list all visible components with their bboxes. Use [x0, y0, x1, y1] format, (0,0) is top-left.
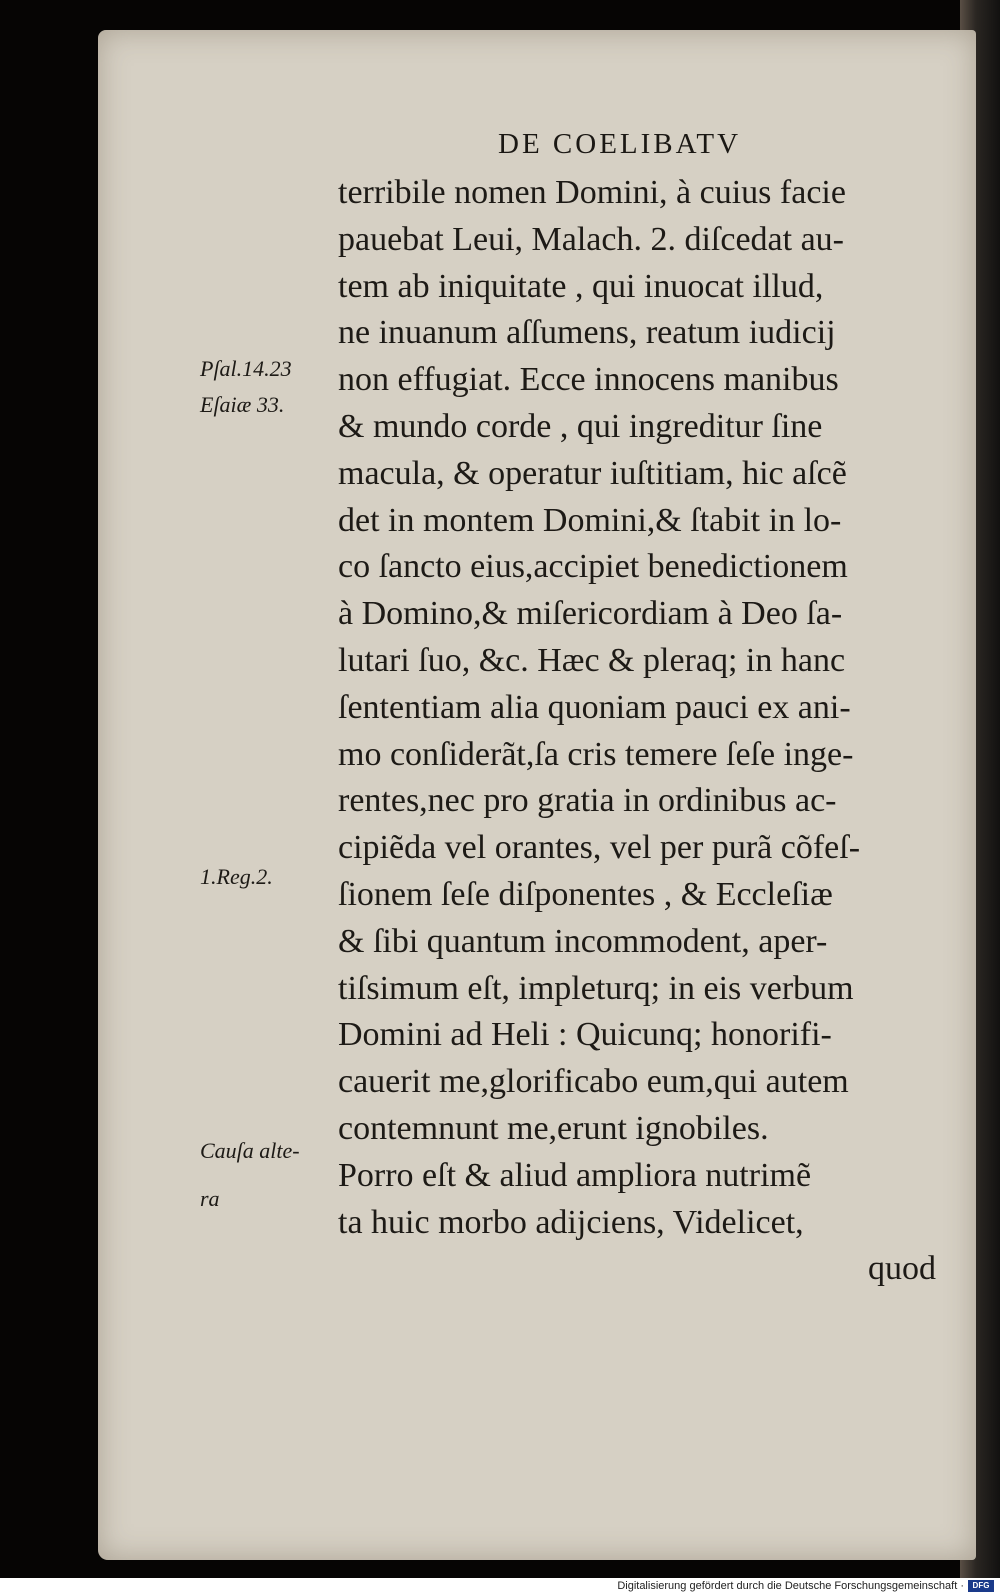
text-line: det in montem Domini,& ſtabit in lo-	[338, 501, 842, 539]
text-line: pauebat Leui, Malach. 2. diſcedat au-	[338, 220, 844, 258]
dfg-logo: DFG	[968, 1580, 994, 1592]
funding-notice: Digitalisierung gefördert durch die Deutsche Forschungsgemeinschaft ·	[617, 1580, 964, 1592]
text-line: cipiẽda vel orantes, vel per purã cõfeſ-	[338, 829, 861, 867]
text-line: & ſibi quantum incommodent, aper-	[338, 922, 828, 960]
text-line: mo conſiderãt,ſa cris temere ſeſe inge-	[338, 735, 854, 773]
margin-note: Eſaiæ 33.	[200, 392, 285, 417]
text-line: à Domino,& miſericordiam à Deo ſa-	[338, 595, 843, 633]
text-line: ne inuanum aſſumens, reatum iudicij	[338, 314, 836, 352]
text-line: macula, & operatur iuſtitiam, hic aſcẽ	[338, 454, 847, 492]
text-line: Domini ad Heli : Quicunq; honorifi-	[338, 1016, 832, 1054]
margin-note: Pſal.14.23	[200, 356, 292, 381]
footer-bar	[0, 1578, 1000, 1594]
text-line: contemnunt me,erunt ignobiles.	[338, 1109, 769, 1147]
text-line: ſententiam alia quoniam pauci ex ani-	[338, 688, 851, 726]
text-line: lutari ſuo, &c. Hæc & pleraq; in hanc	[338, 641, 846, 679]
running-head: DE COELIBATV	[498, 128, 742, 160]
catchword: quod	[868, 1250, 936, 1288]
text-line: terribile nomen Domini, à cuius facie	[338, 174, 846, 211]
text-line: non effugiat. Ecce innocens manibus	[338, 361, 839, 399]
text-line: cauerit me,glorificabo eum,qui autem	[338, 1063, 849, 1101]
body-text	[338, 170, 950, 1293]
margin-note: ra	[200, 1186, 220, 1211]
text-line: tem ab iniquitate , qui inuocat illud,	[338, 267, 824, 305]
margin-note: 1.Reg.2.	[200, 864, 273, 889]
text-line: rentes,nec pro gratia in ordinibus ac-	[338, 782, 837, 820]
text-line: ta huic morbo adijciens, Videlicet,	[338, 1203, 804, 1241]
text-line: ſionem ſeſe diſponentes , & Eccleſiæ	[338, 875, 833, 913]
text-line: Porro eſt & aliud ampliora nutrimẽ	[338, 1156, 812, 1194]
text-line: tiſsimum eſt, impleturq; in eis verbum	[338, 969, 854, 1007]
margin-note: Cauſa alte-	[200, 1138, 300, 1163]
text-line: & mundo corde , qui ingreditur ſine	[338, 407, 823, 445]
text-line: co ſancto eius,accipiet benedictionem	[338, 548, 848, 586]
